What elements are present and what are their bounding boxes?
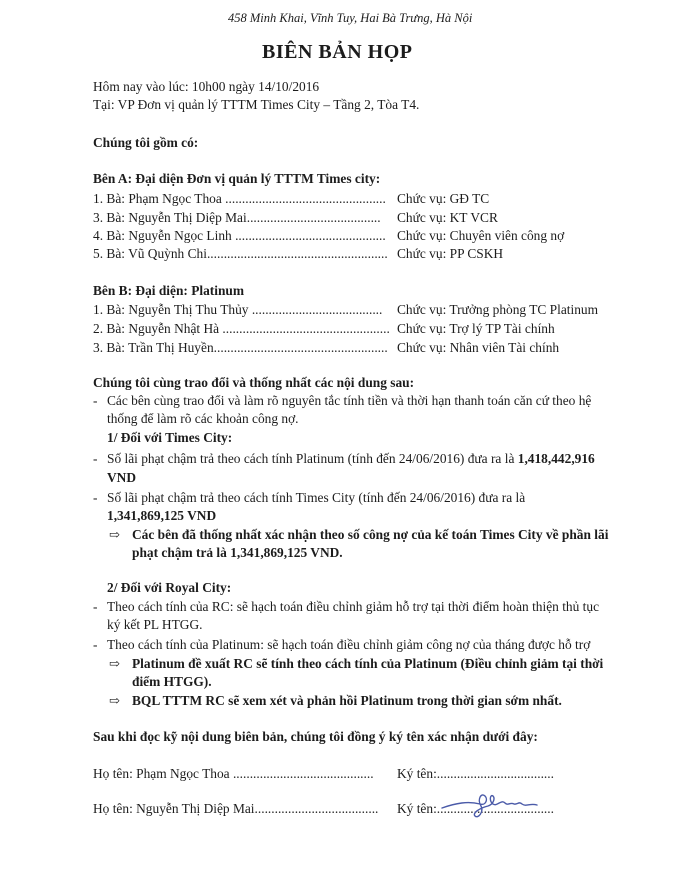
section-1-item-2: Số lãi phạt chậm trả theo cách tính Times City (tính đến 24/06/2016) đưa ra là bbox=[107, 490, 526, 505]
amount-platinum: 1,418,442,916 bbox=[517, 451, 595, 466]
bullet-dash: - bbox=[93, 637, 98, 652]
section-1-item-1-cont: VND bbox=[107, 470, 137, 485]
discussion-intro-cont: thống để làm rõ các khoản công nợ. bbox=[107, 411, 299, 426]
section-2-item-1: Theo cách tính của RC: sẽ hạch toán điều chỉnh giảm hỗ trợ tại thời điểm hoàn thiện thủ tục bbox=[107, 599, 600, 614]
arrow-icon: ⇨ bbox=[109, 693, 120, 708]
arrow-icon: ⇨ bbox=[109, 656, 120, 671]
party-a-member-role: Chức vụ: KT VCR bbox=[397, 210, 498, 225]
party-b-heading: Bên B: Đại diện: Platinum bbox=[93, 283, 245, 298]
bullet-dash: - bbox=[93, 451, 98, 466]
signer-2-name: Họ tên: Nguyễn Thị Diệp Mai..................................... bbox=[93, 801, 379, 816]
meeting-time: Hôm nay vào lúc: 10h00 ngày 14/10/2016 bbox=[93, 79, 320, 94]
section-2-item-1-cont: ký kết PL HTGG. bbox=[107, 617, 203, 632]
meeting-place: Tại: VP Đơn vị quản lý TTTM Times City – Tầng 2, Tòa T4. bbox=[93, 97, 420, 112]
discussion-heading: Chúng tôi cùng trao đổi và thống nhất các nội dung sau: bbox=[93, 375, 415, 390]
party-b-member-name: 3. Bà: Trần Thị Huyền.................................................... bbox=[93, 340, 388, 355]
party-a-member-role: Chức vụ: GĐ TC bbox=[397, 191, 490, 206]
section-2-proposal: Platinum đề xuất RC sẽ tính theo cách tính của Platinum (Điều chỉnh giảm tại thời bbox=[132, 656, 604, 671]
section-1-heading: 1/ Đối với Times City: bbox=[107, 430, 233, 445]
section-1-item-1: Số lãi phạt chậm trả theo cách tính Platinum (tính đến 24/06/2016) đưa ra là 1,418,442,916 bbox=[107, 451, 595, 466]
party-a-member-name: 3. Bà: Nguyễn Thị Diệp Mai........................................ bbox=[93, 210, 381, 225]
section-1-conclusion-cont: phạt chậm trả là 1,341,869,125 VND. bbox=[132, 545, 343, 560]
party-b-member-role: Chức vụ: Trợ lý TP Tài chính bbox=[397, 321, 555, 336]
section-2-item-2: Theo cách tính của Platinum: sẽ hạch toán điều chỉnh giảm công nợ của tháng được hỗ trợ bbox=[107, 637, 591, 652]
party-a-member-role: Chức vụ: Chuyên viên công nợ bbox=[397, 228, 565, 243]
party-a-heading: Bên A: Đại diện Đơn vị quản lý TTTM Times city: bbox=[93, 171, 381, 186]
arrow-icon: ⇨ bbox=[109, 527, 120, 542]
section-1-conclusion: Các bên đã thống nhất xác nhận theo số công nợ của kế toán Times City về phần lãi bbox=[132, 527, 609, 542]
section-2-response: BQL TTTM RC sẽ xem xét và phản hồi Platinum trong thời gian sớm nhất. bbox=[132, 693, 562, 708]
signer-2-signature-line: Ký tên:................................... bbox=[397, 801, 554, 816]
section-1-item-2-cont: 1,341,869,125 VND bbox=[107, 508, 217, 523]
party-a-member-role: Chức vụ: PP CSKH bbox=[397, 246, 504, 261]
party-b-member-role: Chức vụ: Trưởng phòng TC Platinum bbox=[397, 302, 599, 317]
closing-statement: Sau khi đọc kỹ nội dung biên bản, chúng tôi đồng ý ký tên xác nhận dưới đây: bbox=[93, 729, 538, 744]
party-b-member-role: Chức vụ: Nhân viên Tài chính bbox=[397, 340, 560, 355]
document-title: BIÊN BẢN HỌP bbox=[262, 41, 413, 63]
party-a-member-name: 5. Bà: Vũ Quỳnh Chi...................................................... bbox=[93, 246, 388, 261]
bullet-dash: - bbox=[93, 490, 98, 505]
section-2-proposal-cont: điểm HTGG). bbox=[132, 674, 212, 689]
signer-1-name: Họ tên: Phạm Ngọc Thoa .......................................... bbox=[93, 766, 374, 781]
party-b-member-name: 2. Bà: Nguyễn Nhật Hà .................................................. bbox=[93, 321, 390, 336]
party-a-member-name: 4. Bà: Nguyễn Ngọc Linh ............................................. bbox=[93, 228, 386, 243]
signer-1-signature-line: Ký tên:................................... bbox=[397, 766, 554, 781]
discussion-intro: Các bên cùng trao đổi và làm rõ nguyên tắc tính tiền và thời hạn thanh toán căn cứ theo hệ bbox=[107, 393, 592, 408]
members-heading: Chúng tôi gồm có: bbox=[93, 135, 199, 150]
signature-icon bbox=[438, 790, 543, 822]
bullet-dash: - bbox=[93, 393, 98, 408]
party-a-member-name: 1. Bà: Phạm Ngọc Thoa ................................................ bbox=[93, 191, 386, 206]
bullet-dash: - bbox=[93, 599, 98, 614]
party-b-member-name: 1. Bà: Nguyễn Thị Thu Thủy ....................................... bbox=[93, 302, 383, 317]
address-line: 458 Minh Khai, Vĩnh Tuy, Hai Bà Trưng, Hà Nội bbox=[228, 11, 473, 25]
section-2-heading: 2/ Đối với Royal City: bbox=[107, 580, 232, 595]
